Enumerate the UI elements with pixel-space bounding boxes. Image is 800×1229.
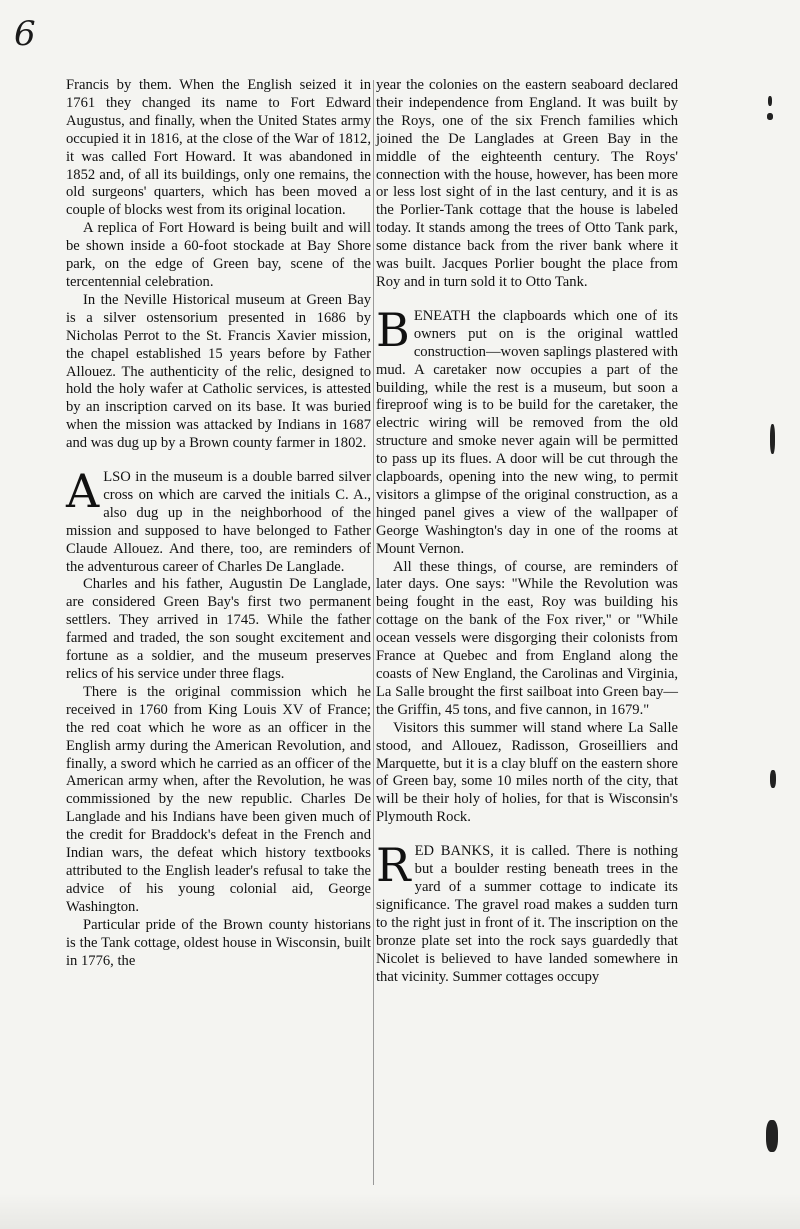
paragraph-with-dropcap — [376, 838, 678, 986]
paragraph: There is the original commission which he received in 1760 from King Louis XV of France; the red coat which he wore as an officer in the English army during the American Revolution, and finally, a sword which he carried as an officer of the American army when, after the Revolution, he was commissioned by the new republic. Charles De Langlade and his Indians have been given much of the credit for Braddock's defeat in the French and Indian wars, the defeat which history textbooks attributed to the English leader's refusal to take the advice of his young colonial aid, George Washington. — [66, 683, 371, 915]
scan-mark — [770, 424, 775, 454]
scan-mark — [768, 96, 772, 106]
paragraph: A replica of Fort Howard is being built and will be shown inside a 60-foot stockade at Bay Shore park, on the edge of Green bay, scene of the tercentennial celebration. — [66, 220, 371, 290]
paragraph: year the colonies on the eastern seaboard declared their independence from England. It was built by the Roys, one of the six French families which joined the De Langlades at Green Bay in the middle of the eighteenth century. The Roys' connection with the house, however, has been more or less lost sight of in the last century, and it is as the Porlier-Tank cottage that the house is labeled today. It stands among the trees of Otto Tank park, some distance back from the river bank where it was built. Jacques Porlier bought the place from Roy and in turn sold it to Otto Tank. — [376, 77, 678, 290]
paragraph: Francis by them. When the English seized it in 1761 they changed its name to Fort Edward Augustus, and finally, when the United States army occupied it in 1816, at the close of the War of 1812, it was called Fort Howard. It was abandoned in 1852 and, of all its buildings, only one remains, the old surgeons' quarters, which has been moved a couple of blocks west from its original location. — [66, 77, 371, 219]
paragraph: Visitors this summer will stand where La Salle stood, and Allouez, Radisson, Groseilliers and Marquette, but it is a clay bluff on the eastern shore of Green bay, some 10 miles north of the city, that will be their holy of holies, for that is Wisconsin's Plymouth Rock. — [376, 719, 678, 826]
scan-edge — [0, 1193, 800, 1229]
paragraph-text: LSO in the museum is a double barred silver cross on which are carved the initials C. A., also dug up in the neighborhood of the mission and supposed to have belonged to Father Claude Allouez. And there, too, are reminders of the adventurous career of Charles De Langlade. — [66, 469, 371, 575]
right-column — [376, 77, 678, 986]
paragraph-text: ED BANKS, it is called. There is nothing but a boulder resting beneath trees in the yard of a summer cottage to indicate its significance. The gravel road makes a sudden turn to the right just in front of it. The inscription on the bronze plate set into the rock says guardedly that Nicolet is believed to have landed somewhere in that vicinity. Summer cottages occupy — [376, 843, 678, 985]
paragraph-text: ENEATH the clapboards which one of its owners put on is the original wattled construction—woven saplings plastered with mud. A caretaker now occupies a part of the building, while the rest is a museum, but soon a fireproof wing is to be build for the caretaker, the electric wiring will be removed from the old structure and smoke never again will be permitted to pass up its flues. A door will be cut through the clapboards, opening into the new wing, to permit visitors a glimpse of the original construction, as a hinged panel gives a view of the wallpaper of George Washington's day in one of the rooms at Mount Vernon. — [376, 307, 678, 557]
scan-mark — [770, 770, 776, 788]
drop-cap: B — [376, 302, 410, 357]
left-column — [66, 77, 371, 970]
scan-mark — [767, 113, 773, 120]
drop-cap: A — [66, 464, 100, 519]
paragraph: Charles and his father, Augustin De Langlade, are considered Green Bay's first two permanent settlers. They arrived in 1745. While the father farmed and traded, the son sought excitement and fortune as a soldier, and the museum preserves relics of his service under three flags. — [66, 576, 371, 682]
paragraph: In the Neville Historical museum at Green Bay is a silver ostensorium presented in 1686 by Nicholas Perrot to the St. Francis Xavier mission, the chapel established 15 years before by Father Allouez. The authenticity of the relic, designed to hold the holy wafer at Catholic services, is attested by an inscription carved on its base. It was buried when the mission was attacked by Indians in 1687 and was dug up by a Brown county farmer in 1802. — [66, 291, 371, 452]
drop-cap: R — [376, 838, 411, 893]
paragraph-with-dropcap — [66, 464, 371, 576]
column-divider — [373, 80, 374, 1185]
paragraph-with-dropcap — [376, 302, 678, 559]
paragraph: All these things, of course, are reminders of later days. One says: "While the Revolution was being fought in the east, Roy was building his cottage on the bank of the Fox river," or "While ocean vessels were disgorging their colonists from France at Quebec and from England along the coasts of New England, the Carolinas and Virginia, La Salle brought the first sailboat into Green bay—the Griffin, 45 tons, and five cannon, in 1679." — [376, 558, 678, 718]
paragraph: Particular pride of the Brown county historians is the Tank cottage, oldest house in Wisconsin, built in 1776, the — [66, 916, 371, 969]
page-number: 6 — [14, 14, 36, 54]
scan-mark — [766, 1120, 778, 1152]
